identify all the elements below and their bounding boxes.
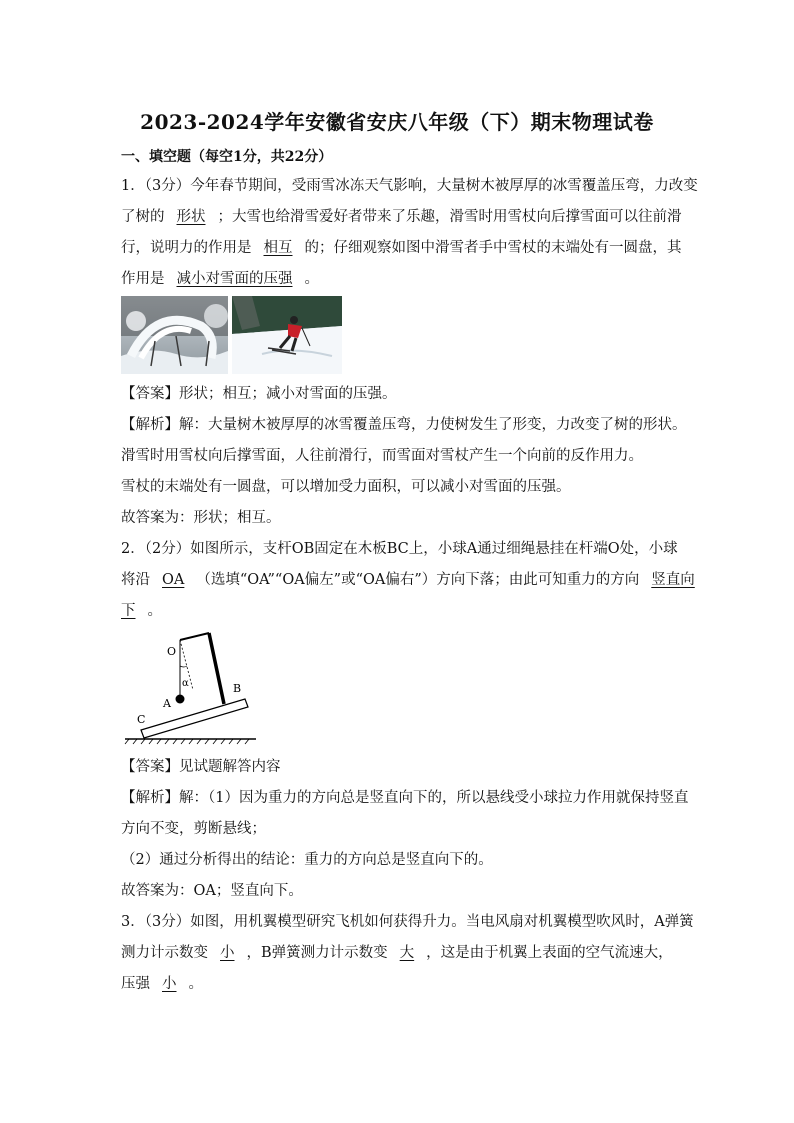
- q1-line3: [121, 238, 682, 258]
- q2-blank1: OA: [162, 572, 185, 588]
- q3-text: ，B弹簧测力计示数变: [246, 945, 388, 961]
- q1-analysis-3: 雪杖的末端处有一圆盘，可以增加受力面积，可以减小对雪面的压强。: [121, 479, 571, 495]
- ball-a: [176, 695, 185, 704]
- q1-blank1: 形状: [176, 209, 206, 225]
- label-b: B: [233, 682, 242, 695]
- page-title: 2023-2024学年安徽省安庆八年级（下）期末物理试卷: [140, 110, 654, 134]
- q3-line3: [121, 974, 203, 994]
- q3-text: ，这是由于机翼上表面的空气流速大，: [426, 945, 673, 961]
- q1-final-answer: 故答案为：形状；相互。: [121, 510, 281, 526]
- q1-line1: 1．（3分）今年春节期间，受雨雪冰冻天气影响，大量树木被厚厚的冰雪覆盖压弯，力改变: [121, 178, 698, 194]
- q2-final-answer: 故答案为：OA；竖直向下。: [121, 883, 303, 899]
- q1-answer: 【答案】形状；相互；减小对雪面的压强。: [121, 386, 397, 402]
- rod-top: [180, 633, 209, 640]
- label-o: O: [167, 645, 177, 658]
- q2-answer: 【答案】见试题解答内容: [121, 759, 281, 775]
- q3-line2: [121, 943, 673, 963]
- rod-ob: [209, 633, 224, 704]
- angle-arc: [180, 666, 187, 667]
- q1-analysis-1: 【解析】解：大量树木被厚厚的冰雪覆盖压弯，力使树发生了形变，力改变了树的形状。: [121, 417, 687, 433]
- q1-text: 的；仔细观察如图中滑雪者手中雪杖的末端处有一圆盘，其: [304, 240, 682, 256]
- q2-blank2-cont: 下: [121, 603, 136, 619]
- q1-text: 。: [304, 271, 319, 287]
- q1-text: 作用是: [121, 271, 165, 287]
- q2-text: （选填“OA”“OA偏左”或“OA偏右”）方向下落；由此可知重力的方向: [196, 572, 640, 588]
- q1-analysis-2: 滑雪时用雪杖向后撑雪面，人往前滑行，而雪面对雪杖产生一个向前的反作用力。: [121, 448, 643, 464]
- gravity-diagram: [121, 628, 261, 746]
- q3-blank3: 小: [162, 976, 177, 992]
- q2-text: 。: [147, 603, 162, 619]
- board-bc: [141, 699, 248, 738]
- q3-text: 。: [188, 976, 203, 992]
- label-c: C: [137, 713, 146, 726]
- q3-text: 压强: [121, 976, 150, 992]
- q1-text: 行，说明力的作用是: [121, 240, 252, 256]
- q2-analysis-2: 方向不变，剪断悬线；: [121, 821, 266, 837]
- q3-blank1: 小: [220, 945, 235, 961]
- q1-line2: [121, 207, 682, 227]
- skier-photo: [232, 296, 342, 374]
- q2-analysis-1: 【解析】解：（1）因为重力的方向总是竖直向下的，所以悬线受小球拉力作用就保持竖直: [121, 790, 689, 806]
- snow-trees-photo: [121, 296, 228, 374]
- q1-line4: [121, 269, 319, 289]
- q3-blank2: 大: [399, 945, 415, 961]
- ground: [125, 739, 256, 744]
- q1-blank2: 相互: [263, 240, 293, 256]
- q1-blank3: 减小对雪面的压强: [176, 271, 293, 287]
- q2-line2: [121, 570, 695, 590]
- label-alpha: α: [182, 678, 189, 689]
- q2-text: 将沿: [121, 572, 150, 588]
- q1-text: ；大雪也给滑雪爱好者带来了乐趣，滑雪时用雪杖向后撑雪面可以往前滑: [217, 209, 682, 225]
- q3-text: 测力计示数变: [121, 945, 208, 961]
- q2-line1: 2．（2分）如图所示，支杆OB固定在木板BC上，小球A通过细绳悬挂在杆端O处，小球: [121, 541, 678, 557]
- q2-analysis-3: （2）通过分析得出的结论：重力的方向总是竖直向下的。: [121, 852, 493, 868]
- section-heading: 一、填空题（每空1分，共22分）: [121, 149, 333, 165]
- q2-line3: [121, 601, 162, 621]
- label-a: A: [163, 697, 171, 710]
- q2-blank2: 竖直向: [651, 572, 695, 588]
- q1-text: 了树的: [121, 209, 165, 225]
- q3-line1: 3．（3分）如图，用机翼模型研究飞机如何获得升力。当电风扇对机翼模型吹风时，A弹簧: [121, 914, 694, 930]
